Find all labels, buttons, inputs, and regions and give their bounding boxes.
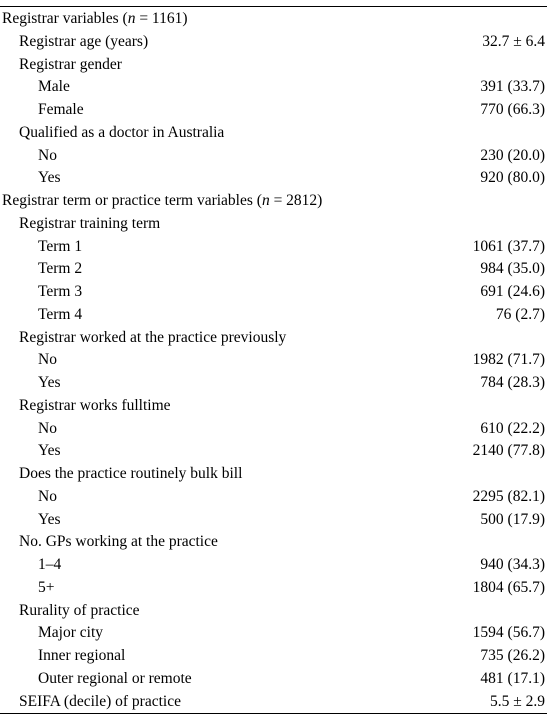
row-label: Registrar works fulltime [19, 396, 171, 414]
row-value: 784 (28.3) [480, 374, 545, 391]
section-label-text: Registrar variables ( [2, 10, 128, 27]
row-label [0, 10, 188, 27]
section-header-row [0, 8, 547, 31]
row-label: Term 3 [38, 283, 83, 300]
category-row [0, 577, 547, 600]
row-label: No [38, 146, 57, 164]
category-row [0, 622, 547, 645]
row-label: 5+ [38, 578, 55, 596]
category-row [0, 304, 547, 327]
row-label [0, 192, 322, 209]
variable-row [0, 463, 547, 486]
row-value: 2295 (82.1) [472, 487, 545, 505]
row-label: Qualified as a doctor in Australia [19, 123, 225, 141]
variable-row [0, 531, 547, 554]
row-label: Yes [38, 169, 61, 187]
row-label: Registrar worked at the practice previously [19, 328, 287, 346]
row-label: Registrar age (years) [19, 32, 149, 50]
category-row [0, 236, 547, 259]
category-row [0, 668, 547, 691]
variable-row [0, 600, 547, 623]
row-value: 2140 (77.8) [472, 442, 545, 460]
row-label: No [38, 419, 57, 437]
category-row [0, 99, 547, 122]
sample-size-value: = 2812) [269, 192, 323, 209]
data-table [0, 6, 547, 714]
variable-row [0, 31, 547, 54]
sample-size-symbol: n [261, 192, 270, 209]
row-value: 500 (17.9) [480, 510, 545, 528]
row-label: No [38, 487, 57, 505]
row-label: Outer regional or remote [38, 669, 192, 687]
category-row [0, 258, 547, 281]
row-value: 610 (22.2) [480, 419, 545, 437]
variable-row [0, 327, 547, 350]
section-header-row [0, 190, 547, 213]
row-value: 735 (26.2) [480, 647, 545, 664]
row-label: No [38, 351, 57, 369]
row-label: Term 1 [38, 237, 83, 255]
section-label-text: Registrar term or practice term variables ( [2, 192, 262, 209]
row-label: Rurality of practice [19, 601, 140, 619]
category-row [0, 645, 547, 668]
row-value: 940 (34.3) [480, 556, 545, 573]
row-label: Female [38, 101, 84, 118]
row-label: Male [38, 78, 70, 96]
category-row [0, 372, 547, 395]
category-row [0, 440, 547, 463]
row-value: 1594 (56.7) [472, 624, 545, 642]
row-label: Yes [38, 510, 61, 528]
category-row [0, 167, 547, 190]
row-label: No. GPs working at the practice [19, 533, 218, 551]
row-value: 1982 (71.7) [472, 351, 545, 369]
row-label: Major city [38, 624, 103, 642]
row-label: Registrar training term [19, 214, 161, 232]
row-label: Inner regional [38, 647, 126, 664]
variable-row [0, 395, 547, 418]
row-label: Does the practice routinely bulk bill [19, 465, 243, 482]
row-value: 691 (24.6) [480, 283, 545, 300]
category-row [0, 554, 547, 577]
row-label: SEIFA (decile) of practice [19, 692, 181, 710]
category-row [0, 349, 547, 372]
category-row [0, 418, 547, 441]
row-value: 1061 (37.7) [472, 237, 545, 255]
sample-size-symbol: n [127, 10, 136, 27]
row-value: 920 (80.0) [480, 169, 545, 187]
variable-row [0, 54, 547, 77]
category-row [0, 486, 547, 509]
row-value: 5.5 ± 2.9 [489, 692, 545, 710]
row-value: 391 (33.7) [480, 78, 545, 96]
category-row [0, 509, 547, 532]
category-row [0, 145, 547, 168]
row-label: Yes [38, 374, 61, 391]
row-label: Term 4 [38, 305, 83, 323]
row-value: 984 (35.0) [480, 260, 545, 278]
row-value: 770 (66.3) [480, 101, 545, 118]
category-row [0, 76, 547, 99]
sample-size-value: = 1161) [135, 10, 188, 27]
variable-row [0, 213, 547, 236]
variable-row [0, 122, 547, 145]
row-value: 32.7 ± 6.4 [482, 32, 545, 50]
row-label: Registrar gender [19, 55, 122, 73]
row-value: 76 (2.7) [495, 305, 545, 323]
row-value: 1804 (65.7) [472, 578, 545, 596]
row-label: Yes [38, 442, 61, 460]
row-value: 481 (17.1) [480, 669, 545, 687]
category-row [0, 281, 547, 304]
variable-row [0, 691, 547, 714]
row-label: Term 2 [38, 260, 83, 278]
row-value: 230 (20.0) [480, 146, 545, 164]
row-label: 1–4 [38, 556, 62, 573]
